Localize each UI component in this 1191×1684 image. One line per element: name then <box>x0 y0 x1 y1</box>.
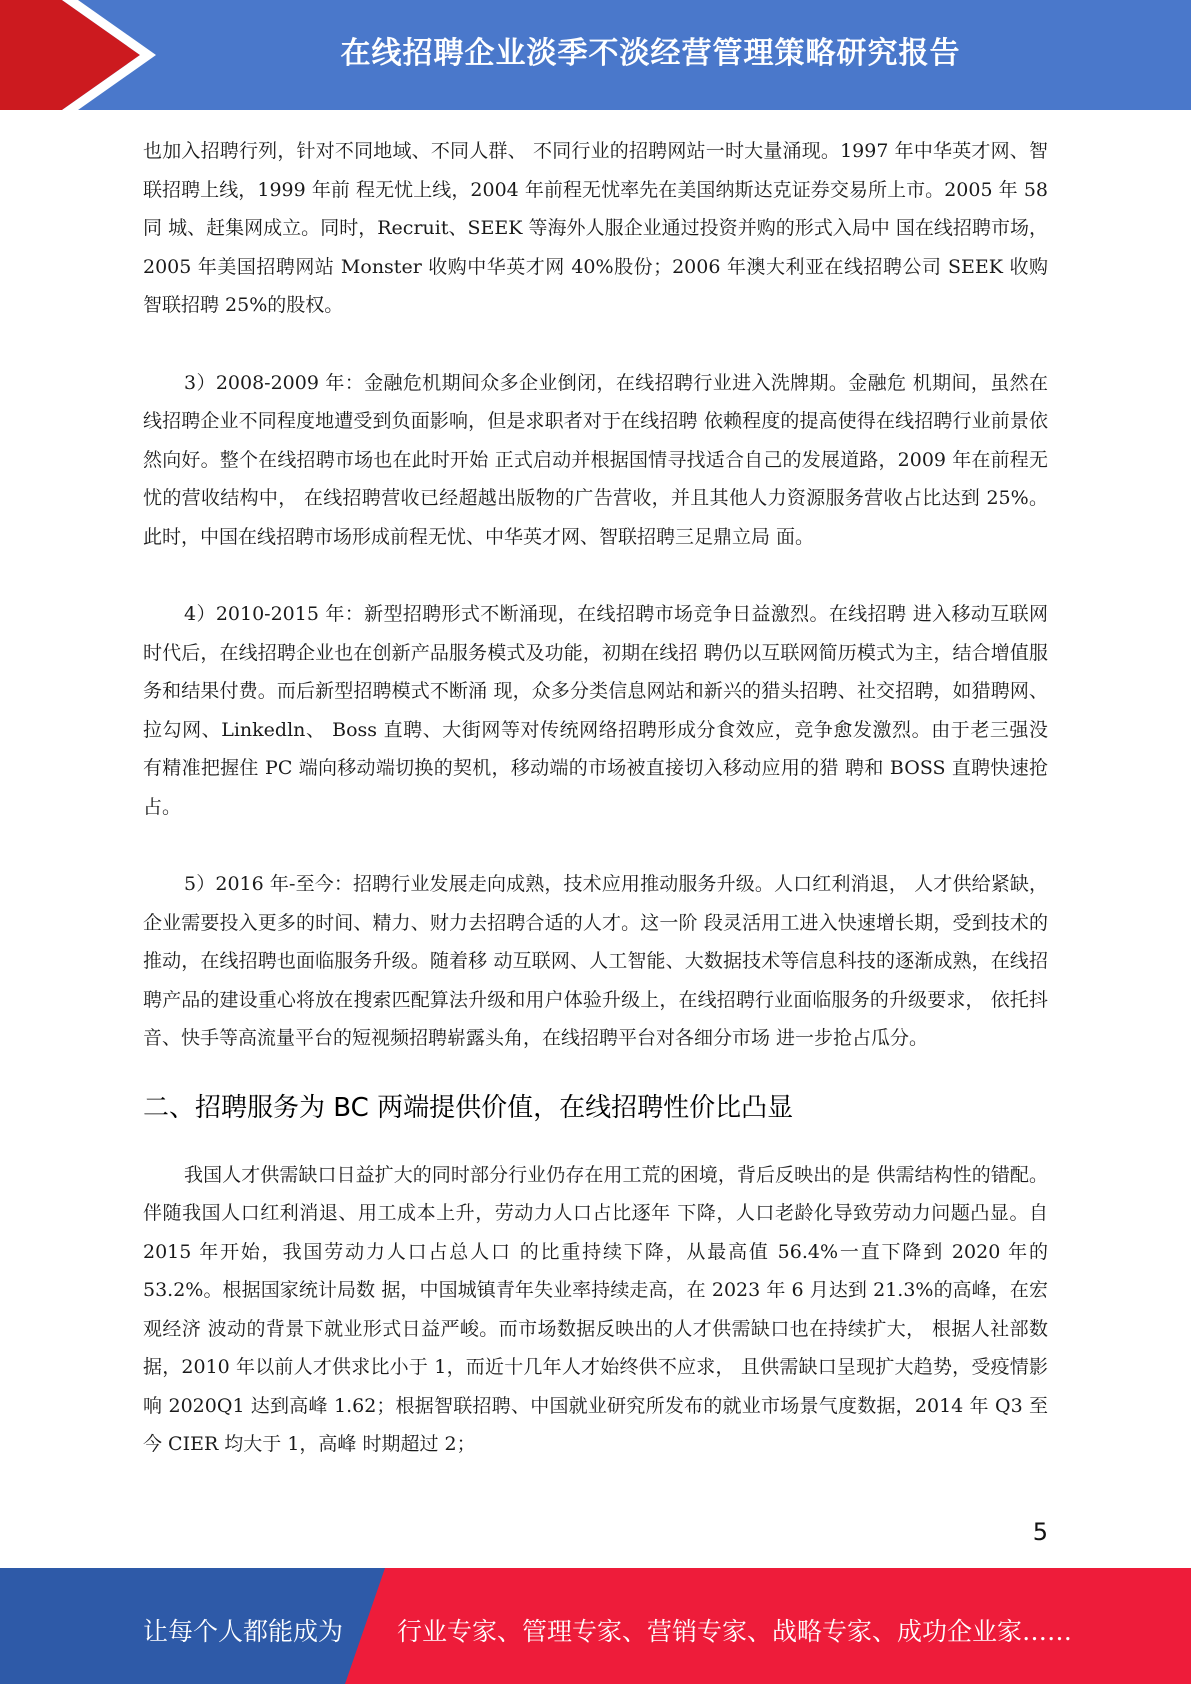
page-number: 5 <box>1032 1518 1048 1546</box>
header-arrow-icon <box>0 0 160 110</box>
page-footer <box>0 1568 1191 1684</box>
paragraph-3: 4）2010-2015 年：新型招聘形式不断涌现，在线招聘市场竞争日益激烈。在线招聘 进入移动互联网时代后，在线招聘企业也在创新产品服务模式及功能，初期在线招 聘仍以互联网简历模式为主，结合增值服务和结果付费。而后新型招聘模式不断涌 现，众多分类信息网站和新兴的猎头招聘、社交招聘，如猎聘网、拉勾网、Linkedln、 Boss 直聘、大街网等对传统网络招聘形成分食效应，竞争愈发激烈。由于老三强没 有精准把握住 PC 端向移动端切换的契机，移动端的市场被直接切入移动应用的猎 聘和 BOSS 直聘快速抢占。 <box>143 603 1048 818</box>
paragraph-5: 我国人才供需缺口日益扩大的同时部分行业仍存在用工荒的困境，背后反映出的是 供需结构性的错配。伴随我国人口红利消退、用工成本上升，劳动力人口占比逐年 下降，人口老龄化导致劳动力问题凸显。自 2015 年开始，我国劳动力人口占总人口 的比重持续下降，从最高值 56.4%一直下降到 2020 年的 53.2%。根据国家统计局数 据，中国城镇青年失业率持续走高，在 2023 年 6 月达到 21.3%的高峰，在宏观经济 波动的背景下就业形式日益严峻。而市场数据反映出的人才供需缺口也在持续扩大， 根据人社部数据，2010 年以前人才供求比小于 1，而近十几年人才始终供不应求， 且供需缺口呈现扩大趋势，受疫情影响 2020Q1 达到高峰 1.62；根据智联招聘、中国就业研究所发布的就业市场景气度数据，2014 年 Q3 至今 CIER 均大于 1，高峰 时期超过 2； <box>143 1163 1048 1455</box>
report-title: 在线招聘企业淡季不淡经营管理策略研究报告 <box>340 36 961 71</box>
page-header <box>0 0 1191 110</box>
paragraph-2: 3）2008-2009 年：金融危机期间众多企业倒闭，在线招聘行业进入洗牌期。金融危 机期间，虽然在线招聘企业不同程度地遭受到负面影响，但是求职者对于在线招聘 依赖程度的提高使得在线招聘行业前景依然向好。整个在线招聘市场也在此时开始 正式启动并根据国情寻找适合自己的发展道路，2009 年在前程无忧的营收结构中， 在线招聘营收已经超越出版物的广告营收，并且其他人力资源服务营收占比达到 25%。此时，中国在线招聘市场形成前程无忧、中华英才网、智联招聘三足鼎立局 面。 <box>143 371 1048 548</box>
paragraph-4: 5）2016 年-至今：招聘行业发展走向成熟，技术应用推动服务升级。人口红利消退， 人才供给紧缺，企业需要投入更多的时间、精力、财力去招聘合适的人才。这一阶 段灵活用工进入快速增长期，受到技术的推动，在线招聘也面临服务升级。随着移 动互联网、人工智能、大数据技术等信息科技的逐渐成熟，在线招聘产品的建设重心将放在搜索匹配算法升级和用户体验升级上，在线招聘行业面临服务的升级要求， 依托抖音、快手等高流量平台的短视频招聘崭露头角，在线招聘平台对各细分市场 进一步抢占瓜分。 <box>143 873 1048 1049</box>
paragraph-1: 也加入招聘行列，针对不同地域、不同人群、 不同行业的招聘网站一时大量涌现。1997 年中华英才网、智联招聘上线，1999 年前 程无忧上线，2004 年前程无忧率先在美国纳斯达克证券交易所上市。2005 年 58 同 城、赶集网成立。同时，Recruit、SEEK 等海外人服企业通过投资并购的形式入局中 国在线招聘市场，2005 年美国招聘网站 Monster 收购中华英才网 40%股份；2006 年澳大利亚在线招聘公司 SEEK 收购智联招聘 25%的股权。 <box>143 140 1048 316</box>
footer-slogan-left: 让每个人都能成为 <box>143 1617 344 1646</box>
main-content <box>143 132 1048 1464</box>
footer-slogan-right: 行业专家、管理专家、营销专家、战略专家、成功企业家…… <box>397 1617 1073 1646</box>
section-heading: 二、招聘服务为 BC 两端提供价值，在线招聘性价比凸显 <box>143 1092 794 1123</box>
